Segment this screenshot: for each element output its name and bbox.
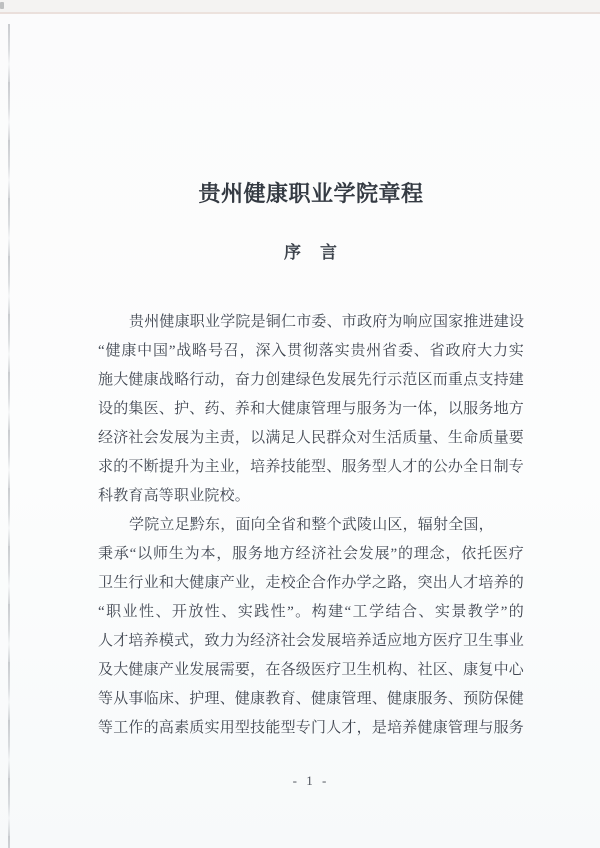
scan-artifact-left-edge-line [8, 24, 10, 848]
body-line: 人才培养模式，致力为经济社会发展培养适应地方医疗卫生事业 [98, 633, 524, 649]
body-line: 贵州健康职业学院是铜仁市委、市政府为响应国家推进建设 [129, 314, 525, 330]
body-line: 施大健康战略行动，奋力创建绿色发展先行示范区而重点支持建 [98, 372, 524, 388]
section-heading-preface: 序 言 [284, 243, 338, 262]
document-title: 贵州健康职业学院章程 [198, 181, 424, 206]
body-line: 秉承“以师生为本，服务地方经济社会发展”的理念，依托医疗 [98, 546, 524, 562]
document-text-column [98, 0, 524, 848]
scan-speck [0, 2, 4, 9]
body-line: 学院立足黔东，面向全省和整个武陵山区，辐射全国， [129, 517, 494, 533]
body-line: 科教育高等职业院校。 [98, 488, 251, 504]
body-line: 等从事临床、护理、健康教育、健康管理、健康服务、预防保健 [98, 691, 524, 707]
document-body [98, 308, 524, 743]
body-line: “职业性、开放性、实践性”。构建“工学结合、实景教学”的 [98, 604, 524, 620]
body-line: 卫生行业和大健康产业，走校企合作办学之路，突出人才培养的 [98, 575, 524, 591]
body-line: 求的不断提升为主业，培养技能型、服务型人才的公办全日制专 [98, 459, 524, 475]
body-line: “健康中国”战略号召，深入贯彻落实贵州省委、省政府大力实 [98, 343, 524, 359]
body-line: 等工作的高素质实用型技能型专门人才，是培养健康管理与服务 [98, 720, 524, 736]
body-line: 设的集医、护、药、养和大健康管理与服务为一体，以服务地方 [98, 401, 524, 417]
body-line: 及大健康产业发展需要，在各级医疗卫生机构、社区、康复中心 [98, 662, 524, 678]
page-number: - 1 - [292, 773, 330, 788]
body-line: 经济社会发展为主责，以满足人民群众对生活质量、生命质量要 [98, 430, 524, 446]
